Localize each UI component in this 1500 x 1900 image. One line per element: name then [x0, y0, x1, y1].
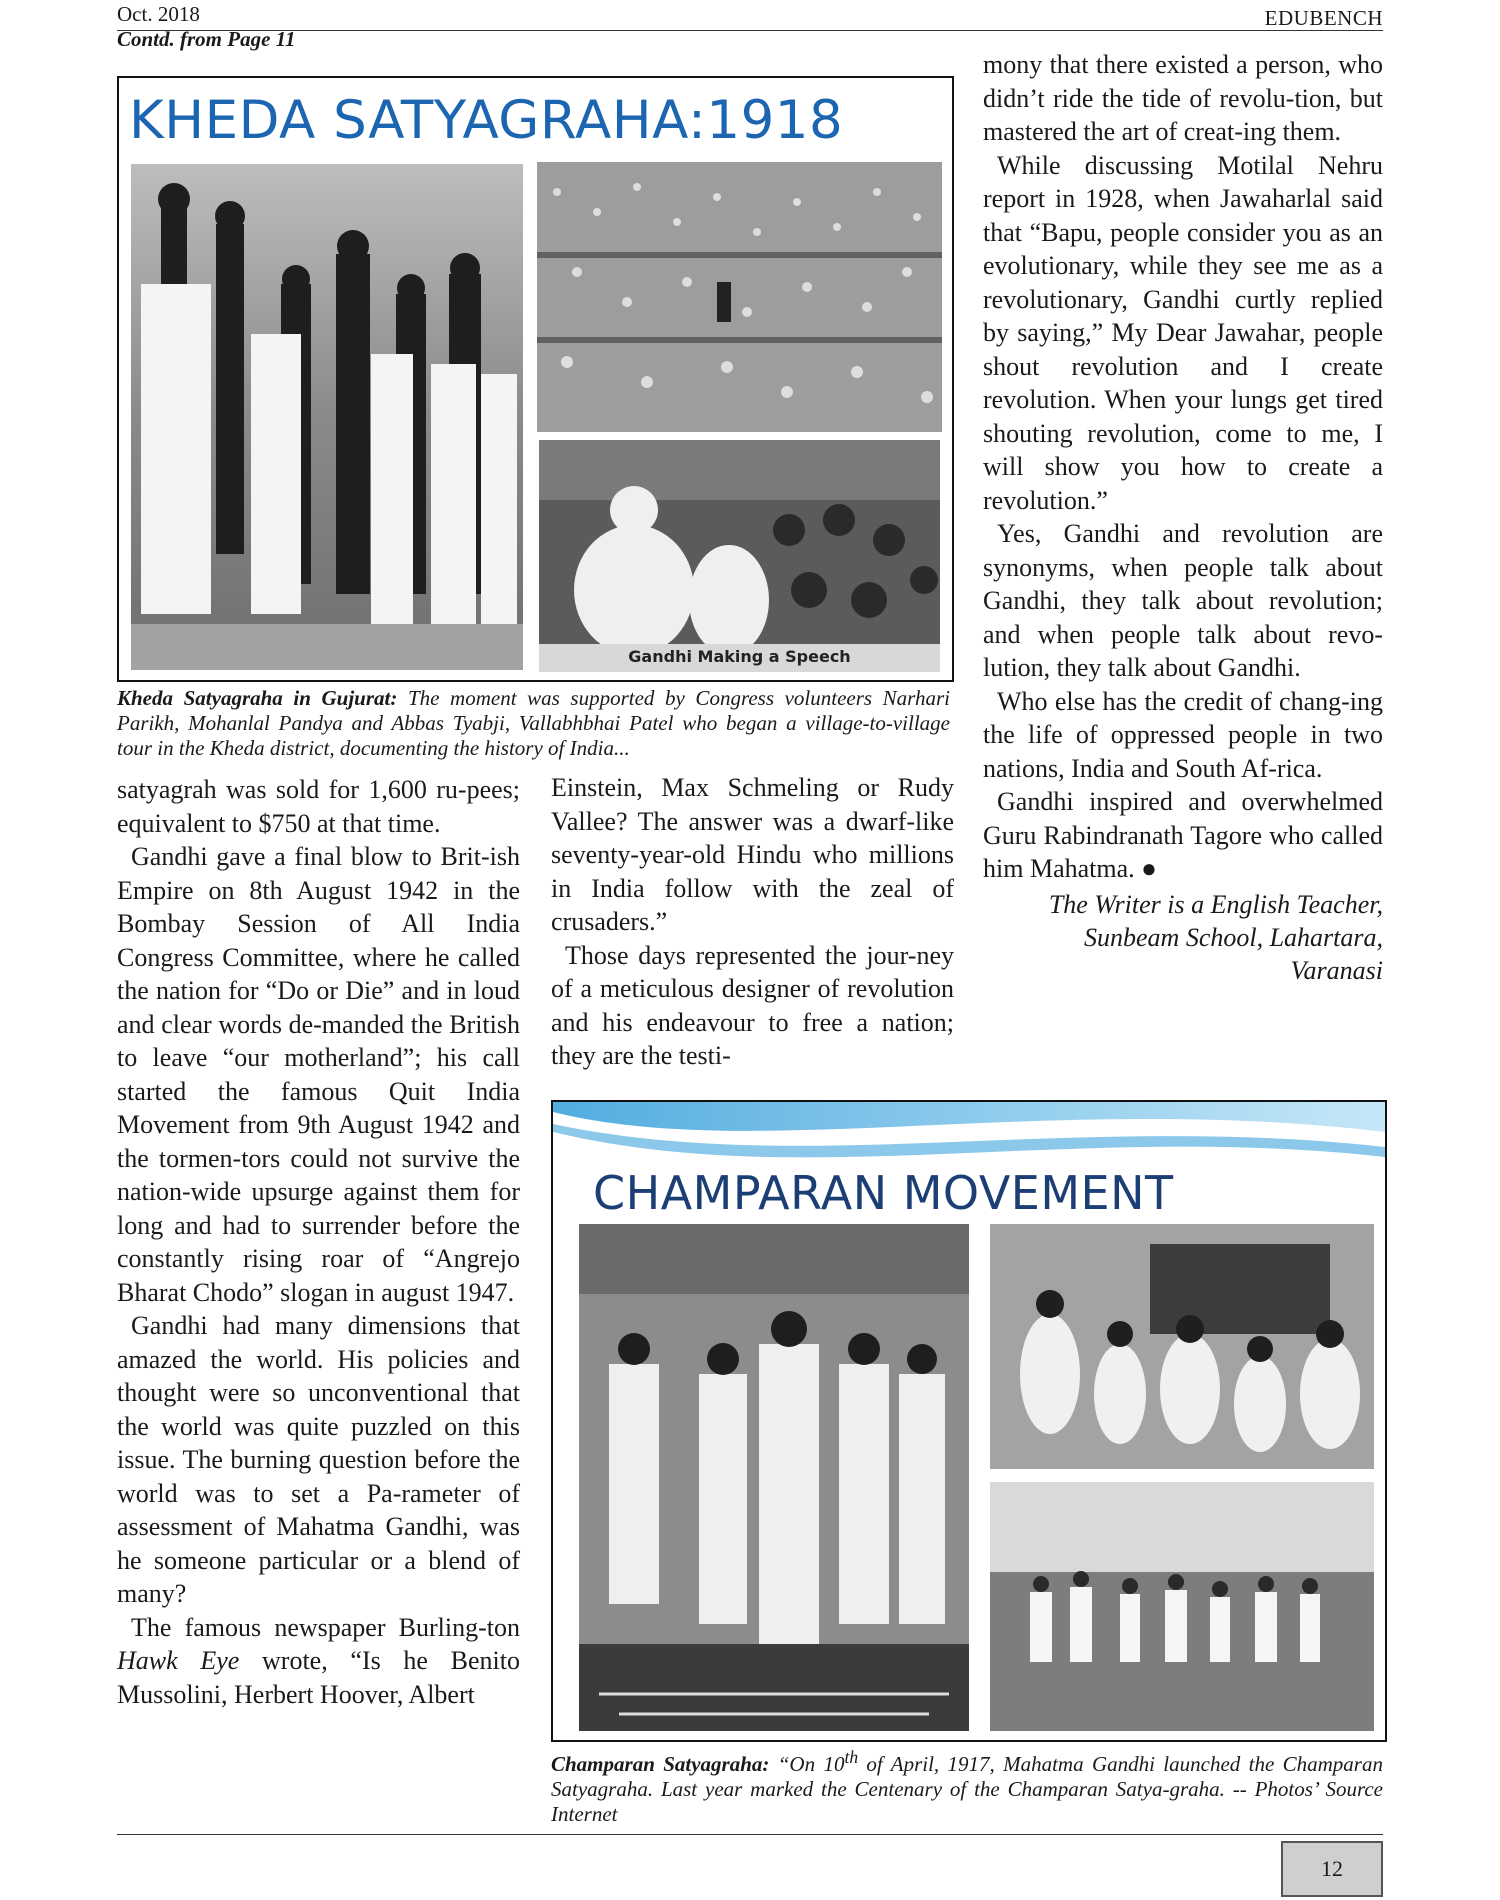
kheda-photo-caption: Gandhi Making a Speech — [628, 647, 851, 666]
kheda-photo-marchers — [131, 164, 523, 670]
champaran-caption-text: of April, 1917, Mahatma Gandhi launched the Champaran Satyagraha. Last year marked the Centenary of the Champaran Satya-graha. -- Photos’ Source Internet — [551, 1752, 1383, 1826]
paragraph-text: The famous newspaper Burling-ton — [131, 1612, 520, 1642]
kheda-photo-collage — [117, 76, 954, 682]
article-column-left — [117, 773, 520, 1711]
publication-name: EDUBENCH — [1264, 6, 1383, 30]
paragraph: Who else has the credit of chang-ing the life of oppressed people in two nations, India and South Af-rica. — [983, 686, 1383, 783]
page-number: 12 — [1281, 1841, 1383, 1897]
champaran-photo-field — [990, 1482, 1374, 1731]
continued-note: Contd. from Page 11 — [117, 27, 296, 51]
champaran-photo-collage — [551, 1100, 1387, 1742]
newspaper-name: Hawk Eye — [117, 1646, 240, 1675]
champaran-caption-label: Champaran Satyagraha: — [551, 1752, 770, 1776]
paragraph: Gandhi gave a final blow to Brit-ish Empire on 8th August 1942 in the Bombay Session of All India Congress Committee, where he called the nation for “Do or Die” and in loud and clear words de-manded the British to leave “our motherland”; his call started the famous Quit India Movement from 9th August 1942 and the tormen-tors could not survive the nation-wide upsurge against them for long and had to surrender before the constantly rising roar of “Angrejo Bharat Chodo” slogan in august 1947. — [117, 842, 520, 1307]
paragraph: Yes, Gandhi and revolution are synonyms, when people talk about Gandhi, they talk about revolution; and when people talk about revo-lution, they talk about Gandhi. — [983, 519, 1383, 682]
kheda-title: KHEDA SATYAGRAHA:1918 — [129, 90, 844, 151]
champaran-caption — [551, 1745, 1383, 1827]
paragraph — [117, 1611, 520, 1712]
champaran-title: CHAMPARAN MOVEMENT — [593, 1166, 1174, 1220]
kheda-caption — [117, 686, 950, 761]
paragraph: Those days represented the jour-ney of a meticulous designer of revolution and his endeavour to free a nation; they are the testi- — [551, 940, 954, 1070]
article-column-right — [983, 48, 1383, 987]
issue-date: Oct. 2018 — [117, 2, 200, 26]
byline-line: The Writer is a English Teacher, — [1048, 889, 1383, 919]
kheda-caption-label: Kheda Satyagraha in Gujurat: — [117, 686, 398, 710]
paragraph: mony that there existed a person, who didn’t ride the tide of revolu-tion, but mastered the art of creat-ing them. — [983, 50, 1383, 146]
paragraph: Gandhi inspired and overwhelmed Guru Rabindranath Tagore who called him Mahatma. ● — [983, 787, 1383, 883]
article-column-middle — [551, 771, 954, 1073]
paragraph: Gandhi had many dimensions that amazed the world. His policies and thought were so unconventional that the world was quite puzzled on this issue. The burning question before the world was to set a Pa-rameter of assessment of Mahatma Gandhi, was he someone particular or a blend of many? — [117, 1311, 520, 1608]
paragraph: satyagrah was sold for 1,600 ru-pees; equivalent to $750 at that time. — [117, 775, 520, 838]
paragraph: While discussing Motilal Nehru report in 1928, when Jawaharlal said that “Bapu, people consider you as an evolutionary, while they see me as a revolutionary, Gandhi curtly replied by saying,” My Dear Jawahar, people shout revolution and I create revolution. When your lungs get tired shouting revolution, come to me, I will show you how to create a revolution.” — [983, 150, 1383, 515]
champaran-photo-march — [579, 1224, 969, 1731]
champaran-caption-text: “On 10 — [769, 1752, 845, 1776]
header-rule — [117, 30, 1383, 31]
champaran-photo-crowd — [990, 1224, 1374, 1469]
kheda-photo-speech — [539, 440, 940, 672]
footer-rule — [117, 1834, 1383, 1835]
byline-line: Varanasi — [1290, 955, 1383, 985]
author-byline — [983, 888, 1383, 987]
byline-line: Sunbeam School, Lahartara, — [1084, 922, 1383, 952]
paragraph: Einstein, Max Schmeling or Rudy Vallee? The answer was a dwarf-like seventy-year-old Hindu who millions in India follow with the zeal of crusaders.” — [551, 773, 954, 936]
kheda-photo-crowd — [537, 162, 942, 432]
champaran-caption-superscript: th — [844, 1747, 859, 1767]
kheda-caption-text: The moment was supported by Congress volunteers Narhari Parikh, Mohanlal Pandya and Abbas Tyabji, Vallabhbhai Patel who began a village-to-village tour in the Kheda district, documenting the history of India... — [117, 686, 950, 760]
paragraph-text: wrote, “Is he Benito Mussolini, Herbert Hoover, Albert — [117, 1646, 520, 1709]
